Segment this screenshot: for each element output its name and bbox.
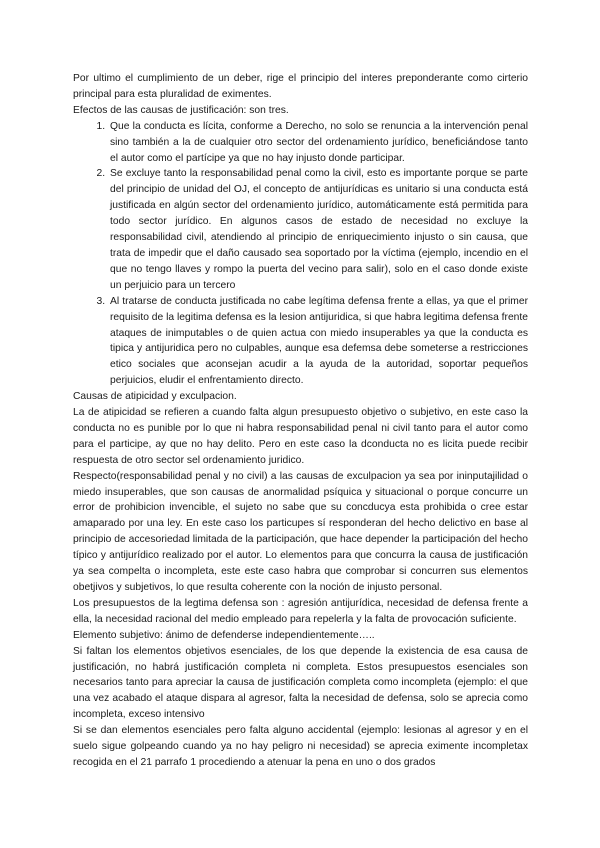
effects-list-item: 2. Se excluye tanto la responsabilidad penal como la civil, esto es importante porque se parte del principio de unidad del OJ, el concepto de antijurídicas es unitario si una conducta está justificada en algún sector del ordenamiento jurídico, automáticamente está permitida para todo sector jurídico. En algunos casos de estado de necesidad no excluye la responsabilidad civil, atendiendo al principio de enriquecimiento injusto o sin causa, que trata de impedir que el daño causado sea soportado por la víctima (ejemplo, incendio en el que no tengo llaves y rompo la puerta del vecino para salir), solo en el caso donde existe un perjuicio para un tercero <box>108 166 528 293</box>
paragraph-elementos-objetivos: Si faltan los elementos objetivos esenciales, de los que depende la existencia de esa causa de justificación, no habrá justificación completa ni completa. Estos presupuestos esenciales son necesarios tanto para apreciar la causa de justificación completa como incompleta (ejemplo: el que una vez acabado el ataque dispara al agresor, falta la necesidad de defensa, solo se aprecia como incompleta, exceso intensivo <box>73 645 528 721</box>
document-body <box>73 71 528 771</box>
effects-list <box>73 119 528 389</box>
heading-atipicidad-exculpacion: Causas de atipicidad y exculpacion. <box>73 391 237 403</box>
effects-list-item: 3. Al tratarse de conducta justificada no cabe legítima defensa frente a ellas, ya que el primer requisito de la legitima defensa es la lesion antijuridica, si que habra legitima defensa frente ataques de inimputables o de quien actua con miedo insuperables ya que la conducta es tipica y antijuridica pero no culpables, aunque esa defemsa debe someterse a restricciones etico sociales que aconsejan acudir a la ayuda de la autoridad, soportar pequeños perjuicios, eludir el enfrentamiento directo. <box>108 294 528 389</box>
paragraph-atipicidad: La de atipicidad se refieren a cuando falta algun presupuesto objetivo o subjetivo, en este caso la conducta no es punible por lo que ni habra responsabilidad penal ni civil tanto para el autor como para el participe, ay que no hay delito. Pero en este caso la dconducta no es licita puede recibir respuesta de otro sector sel ordenamiento juridico. <box>73 407 528 466</box>
paragraph-eximente-incompleta: Si se dan elementos esenciales pero falta alguno accidental (ejemplo: lesionas al agresor y en el suelo sigue golpeando cuando ya no hay peligro ni necesidad) se aprecia eximente incompletax recogida en el 21 parrafo 1 procediendo a atenuar la pena en uno o dos grados <box>73 725 528 768</box>
effects-list-item: 1. Que la conducta es lícita, conforme a Derecho, no solo se renuncia a la intervención penal sino también a la de cualquier otro sector del ordenamiento jurídico, beneficiándose tanto el autor como el partícipe ya que no hay injusto donde participar. <box>108 119 528 167</box>
paragraph-interes-preponderante: Por ultimo el cumplimiento de un deber, rige el principio del interes preponderante como cirterio principal para esta pluralidad de eximentes. <box>73 73 528 100</box>
paragraph-efectos-heading: Efectos de las causas de justificación: son tres. <box>73 104 289 116</box>
paragraph-elemento-subjetivo: Elemento subjetivo: ánimo de defenderse independientemente….. <box>73 629 375 641</box>
paragraph-presupuestos-legitima-defensa: Los presupuestos de la legtima defensa son : agresión antijurídica, necesidad de defensa frente a ella, la necesidad racional del medio empleado para repelerla y la falta de provocación suficiente. <box>73 597 528 625</box>
paragraph-exculpacion: Respecto(responsabilidad penal y no civil) a las causas de exculpacion ya sea por ininputajilidad o miedo insuperables, que son causas de anormalidad psíquica y situacional o porque concurre un error de prohibicion invencible, el sujeto no sabe que su concducya esta prohibida o cree estar amaparado por una ley. En este caso los particupes sí responderan del hecho delictivo en base al principio de accesoriedad limitada de la participación, que hace depender la participación del hecho típico y antijurídico realizado por el autor. Lo elementos para que concurra la causa de justificación ya sea compelta o incompleta, este este caso habra que comprobar si concurren sus elementos obetjivos y subjetivos, lo que resulta coherente con la noción de injusto personal. <box>73 470 528 593</box>
